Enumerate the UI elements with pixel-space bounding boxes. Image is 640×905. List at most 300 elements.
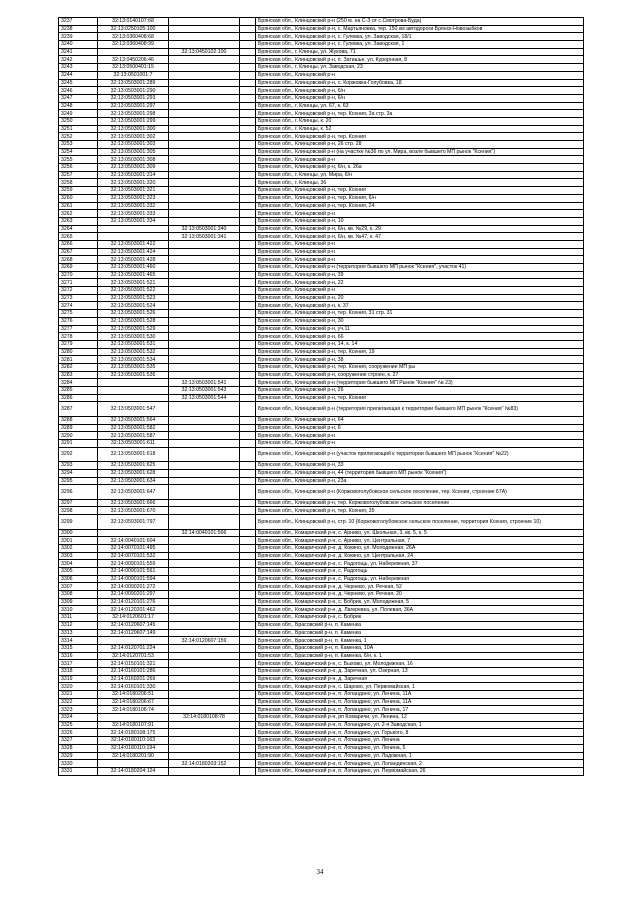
spacer-cell [240, 248, 256, 256]
cadastral-number-cell: 32:14:0120607:145 [98, 621, 169, 629]
address-cell: Брянская обл., Клинцовский р-н, 30 [256, 317, 584, 325]
row-number-cell: 3243 [59, 64, 98, 72]
cadastral-number-cell: 32:14:0160201:269 [98, 675, 169, 683]
table-row [59, 340, 584, 348]
table-row [59, 287, 584, 295]
row-number-cell: 3310 [59, 606, 98, 614]
table-row [59, 125, 584, 133]
row-number-cell: 3252 [59, 133, 98, 141]
spacer-cell [240, 125, 256, 133]
row-number-cell: 3268 [59, 256, 98, 264]
row-number-cell: 3250 [59, 117, 98, 125]
table-row [59, 248, 584, 256]
row-number-cell: 3308 [59, 591, 98, 599]
table-row [59, 729, 584, 737]
address-cell: Брянская обл., Комаричский р-н, п. Лопандино, ул. Ленина [256, 737, 584, 745]
row-number-cell: 3306 [59, 575, 98, 583]
address-cell: Брянская обл., Клинцовский р-н, сооружение строен. к. 27 [256, 371, 584, 379]
table-row [59, 637, 584, 645]
spacer-cell [240, 56, 256, 64]
row-number-cell: 3312 [59, 621, 98, 629]
spacer-cell [240, 416, 256, 424]
cadastral-number-alt-cell [169, 164, 240, 172]
spacer-cell [240, 721, 256, 729]
address-cell: Брянская обл., Комаричский р-н, рп Комаричи, ул. Ленина, 12 [256, 714, 584, 722]
spacer-cell [240, 141, 256, 149]
table-row [59, 660, 584, 668]
cadastral-number-cell [98, 529, 169, 537]
spacer-cell [240, 310, 256, 318]
spacer-cell [240, 591, 256, 599]
cadastral-number-cell: 32:13:0503001:309 [98, 164, 169, 172]
row-number-cell: 3299 [59, 515, 98, 530]
cadastral-number-cell: 32:14:0040101:604 [98, 537, 169, 545]
cadastral-number-alt-cell [169, 629, 240, 637]
row-number-cell: 3309 [59, 598, 98, 606]
cadastral-number-cell [98, 379, 169, 387]
table-row [59, 402, 584, 417]
table-row [59, 507, 584, 515]
cadastral-number-alt-cell [169, 302, 240, 310]
cadastral-number-cell: 32:13:0503001:323 [98, 194, 169, 202]
cadastral-number-cell: 32:13:0503001:524 [98, 302, 169, 310]
address-cell: Брянская обл., Клинцовский р-н [256, 287, 584, 295]
cadastral-number-alt-cell [169, 356, 240, 364]
registry-table [58, 17, 584, 776]
spacer-cell [240, 41, 256, 49]
cadastral-number-cell: 32:14:0090101:559 [98, 560, 169, 568]
cadastral-number-cell: 32:13:0503001:618 [98, 447, 169, 462]
table-row [59, 529, 584, 537]
spacer-cell [240, 560, 256, 568]
spacer-cell [240, 25, 256, 33]
cadastral-number-cell: 32:13:0503001:582 [98, 424, 169, 432]
address-cell: Брянская обл., Комаричский р-н, п. Лопандино, ул. Ленина, 11А [256, 691, 584, 699]
row-number-cell: 3248 [59, 102, 98, 110]
address-cell: Брянская обл., Клинцовский р-н, тер. Ксения, 3а стр. 3а [256, 110, 584, 118]
cadastral-number-alt-cell [169, 340, 240, 348]
cadastral-number-cell: 32:13:0503001:625 [98, 462, 169, 470]
cadastral-number-cell: 32:13:0503001:308 [98, 156, 169, 164]
spacer-cell [240, 683, 256, 691]
spacer-cell [240, 660, 256, 668]
spacer-cell [240, 179, 256, 187]
cadastral-number-alt-cell [169, 256, 240, 264]
cadastral-number-alt-cell [169, 87, 240, 95]
table-row [59, 706, 584, 714]
spacer-cell [240, 462, 256, 470]
address-cell: Брянская обл., Брасовский р-н, п. Каменка [256, 629, 584, 637]
cadastral-number-cell: 32:14:0120607:149 [98, 629, 169, 637]
cadastral-number-alt-cell [169, 752, 240, 760]
cadastral-number-alt-cell [169, 41, 240, 49]
cadastral-number-cell: 32:13:0360408:99 [98, 41, 169, 49]
table-row [59, 575, 584, 583]
cadastral-number-alt-cell [169, 64, 240, 72]
cadastral-number-cell: 32:13:0503001:290 [98, 87, 169, 95]
address-cell: Брянская обл., Клинцовский р-н, тер. Ксения, 35 [256, 507, 584, 515]
table-row [59, 264, 584, 272]
table-row [59, 171, 584, 179]
row-number-cell: 3286 [59, 394, 98, 402]
cadastral-number-alt-cell: 32:13:0503001:543 [169, 387, 240, 395]
cadastral-number-alt-cell [169, 721, 240, 729]
cadastral-number-cell: 32:13:0250105:100 [98, 25, 169, 33]
cadastral-number-cell: 32:13:0503001:460 [98, 264, 169, 272]
cadastral-number-cell: 32:13:0503001:531 [98, 340, 169, 348]
cadastral-number-alt-cell [169, 240, 240, 248]
table-row [59, 117, 584, 125]
cadastral-number-alt-cell [169, 515, 240, 530]
registry-table-sheet [58, 17, 584, 776]
address-cell: Брянская обл., Брасовский р-н, п. Каменка, 10А [256, 644, 584, 652]
cadastral-number-cell [98, 225, 169, 233]
cadastral-number-cell: 32:14:0120101:276 [98, 598, 169, 606]
cadastral-number-alt-cell [169, 552, 240, 560]
table-row [59, 71, 584, 79]
row-number-cell: 3261 [59, 202, 98, 210]
address-cell: Брянская обл., Клинцовский р-н, тер. Ксения, 31 стр. 31 [256, 310, 584, 318]
spacer-cell [240, 71, 256, 79]
cadastral-number-cell: 32:13:0503001:528 [98, 317, 169, 325]
row-number-cell: 3331 [59, 767, 98, 775]
spacer-cell [240, 752, 256, 760]
cadastral-number-alt-cell [169, 706, 240, 714]
spacer-cell [240, 48, 256, 56]
row-number-cell: 3264 [59, 225, 98, 233]
spacer-cell [240, 325, 256, 333]
row-number-cell: 3295 [59, 477, 98, 485]
table-row [59, 156, 584, 164]
table-row [59, 87, 584, 95]
row-number-cell: 3313 [59, 629, 98, 637]
table-row [59, 560, 584, 568]
cadastral-number-alt-cell [169, 767, 240, 775]
address-cell: Брянская обл., Клинцовский р-н [256, 156, 584, 164]
row-number-cell: 3327 [59, 737, 98, 745]
table-row [59, 752, 584, 760]
address-cell: Брянская обл., Комаричский р-н, д. Чернево, ул. Речная, 20 [256, 591, 584, 599]
cadastral-number-cell [98, 233, 169, 241]
address-cell: Брянская обл., Клинцовский р-н, тер. Ксения [256, 394, 584, 402]
cadastral-number-cell: 32:14:0180107:91 [98, 721, 169, 729]
spacer-cell [240, 225, 256, 233]
address-cell: Брянская обл., Клинцовский р-н, 6 [256, 424, 584, 432]
cadastral-number-alt-cell [169, 33, 240, 41]
cadastral-number-cell [98, 637, 169, 645]
row-number-cell: 3315 [59, 644, 98, 652]
table-row [59, 194, 584, 202]
cadastral-number-alt-cell [169, 729, 240, 737]
spacer-cell [240, 340, 256, 348]
spacer-cell [240, 767, 256, 775]
spacer-cell [240, 621, 256, 629]
table-row [59, 79, 584, 87]
spacer-cell [240, 202, 256, 210]
table-row [59, 537, 584, 545]
cadastral-number-cell: 32:13:0503001:534 [98, 356, 169, 364]
spacer-cell [240, 507, 256, 515]
cadastral-number-cell: 32:14:0180204:124 [98, 767, 169, 775]
address-cell: Брянская обл., Клинцовский р-н, стр. 10 (Коржовоголубовское сельское поселение, территория Ксения, строение 10) [256, 515, 584, 530]
cadastral-number-alt-cell [169, 102, 240, 110]
spacer-cell [240, 606, 256, 614]
spacer-cell [240, 698, 256, 706]
cadastral-number-alt-cell: 32:14:0040101:566 [169, 529, 240, 537]
table-row [59, 325, 584, 333]
row-number-cell: 3314 [59, 637, 98, 645]
cadastral-number-cell: 32:14:0180110:163 [98, 737, 169, 745]
table-row [59, 644, 584, 652]
address-cell: Брянская обл., Клинцовский р-н, 6/н, к. 26а [256, 164, 584, 172]
spacer-cell [240, 271, 256, 279]
table-row [59, 462, 584, 470]
row-number-cell: 3259 [59, 187, 98, 195]
spacer-cell [240, 629, 256, 637]
spacer-cell [240, 439, 256, 447]
spacer-cell [240, 18, 256, 26]
spacer-cell [240, 210, 256, 218]
cadastral-number-cell: 32:13:0450206:46 [98, 56, 169, 64]
cadastral-number-cell: 32:14:0160101:330 [98, 683, 169, 691]
table-row [59, 387, 584, 395]
cadastral-number-cell: 32:13:0503001:523 [98, 294, 169, 302]
address-cell: Брянская обл., Клинцовский р-н (территория бывшего МП рынок "Ксения", участок 41) [256, 264, 584, 272]
row-number-cell: 3302 [59, 544, 98, 552]
row-number-cell: 3238 [59, 25, 98, 33]
table-row [59, 110, 584, 118]
row-number-cell: 3284 [59, 379, 98, 387]
address-cell: Брянская обл., Комаричский р-н, с. Радогощь, ул. Набережная [256, 575, 584, 583]
spacer-cell [240, 79, 256, 87]
table-row [59, 439, 584, 447]
cadastral-number-alt-cell [169, 485, 240, 500]
cadastral-number-cell: 32:13:0503001:465 [98, 271, 169, 279]
row-number-cell: 3303 [59, 552, 98, 560]
table-row [59, 348, 584, 356]
address-cell: Брянская обл., Комаричский р-н, д. Заречная, ул. Озерная, 13 [256, 667, 584, 675]
cadastral-number-alt-cell [169, 179, 240, 187]
row-number-cell: 3278 [59, 333, 98, 341]
address-cell: Брянская обл., Клинцовский р-н [256, 439, 584, 447]
cadastral-number-alt-cell: 32:13:0503001:340 [169, 225, 240, 233]
row-number-cell: 3294 [59, 469, 98, 477]
cadastral-number-cell: 32:14:0090101:594 [98, 575, 169, 583]
address-cell: Брянская обл., Клинцовский р-н [256, 240, 584, 248]
row-number-cell: 3287 [59, 402, 98, 417]
table-row [59, 41, 584, 49]
table-row [59, 102, 584, 110]
spacer-cell [240, 706, 256, 714]
address-cell: Брянская обл., Брасовский р-н, п. Каменка [256, 621, 584, 629]
address-cell: Брянская обл., Клинцовский р-н (Коржовоголубовское сельское поселение, тер. Ксения, строение 67А) [256, 485, 584, 500]
address-cell: Брянская обл., Брасовский р-н, п. Каменка, 6/н, к. 1 [256, 652, 584, 660]
table-row [59, 256, 584, 264]
cadastral-number-cell [98, 714, 169, 722]
cadastral-number-alt-cell [169, 348, 240, 356]
cadastral-number-alt-cell [169, 194, 240, 202]
cadastral-number-cell: 32:14:0090101:561 [98, 568, 169, 576]
spacer-cell [240, 264, 256, 272]
cadastral-number-cell: 32:14:0120701:224 [98, 644, 169, 652]
row-number-cell: 3316 [59, 652, 98, 660]
spacer-cell [240, 675, 256, 683]
spacer-cell [240, 729, 256, 737]
table-row [59, 683, 584, 691]
table-row [59, 568, 584, 576]
table-row [59, 56, 584, 64]
row-number-cell: 3265 [59, 233, 98, 241]
table-row [59, 652, 584, 660]
table-row [59, 363, 584, 371]
row-number-cell: 3275 [59, 310, 98, 318]
spacer-cell [240, 614, 256, 622]
row-number-cell: 3321 [59, 691, 98, 699]
cadastral-number-cell: 32:13:0503001:293 [98, 94, 169, 102]
cadastral-number-cell: 32:14:0120701:53 [98, 652, 169, 660]
cadastral-number-cell: 32:13:0503001:797 [98, 515, 169, 530]
row-number-cell: 3251 [59, 125, 98, 133]
row-number-cell: 3241 [59, 48, 98, 56]
row-number-cell: 3297 [59, 499, 98, 507]
address-cell: Брянская обл., Комаричский р-н, д. Кокино, ул. Центральная, 24 [256, 552, 584, 560]
table-row [59, 583, 584, 591]
spacer-cell [240, 583, 256, 591]
cadastral-number-alt-cell [169, 424, 240, 432]
cadastral-number-alt-cell [169, 499, 240, 507]
cadastral-number-cell: 32:14:0180201:90 [98, 752, 169, 760]
cadastral-number-cell: 32:13:0503001:424 [98, 248, 169, 256]
cadastral-number-cell: 32:13:0503001:536 [98, 371, 169, 379]
cadastral-number-alt-cell [169, 363, 240, 371]
cadastral-number-alt-cell [169, 560, 240, 568]
address-cell: Брянская обл., Клинцовский р-н, 23а [256, 477, 584, 485]
address-cell: Брянская обл., г. Клинцы, ул. Заводская, 23 [256, 64, 584, 72]
cadastral-number-alt-cell [169, 644, 240, 652]
row-number-cell: 3298 [59, 507, 98, 515]
spacer-cell [240, 432, 256, 440]
address-cell: Брянская обл., Клинцовский р-н (на участке №36 по ул. Мира, возле бывшего МП рынок "Ксения") [256, 148, 584, 156]
cadastral-number-alt-cell: 32:13:0503001:544 [169, 394, 240, 402]
row-number-cell: 3296 [59, 485, 98, 500]
spacer-cell [240, 714, 256, 722]
row-number-cell: 3288 [59, 416, 98, 424]
spacer-cell [240, 256, 256, 264]
cadastral-number-alt-cell [169, 683, 240, 691]
cadastral-number-alt-cell [169, 462, 240, 470]
cadastral-number-alt-cell: 32:13:0450102:100 [169, 48, 240, 56]
address-cell: Брянская обл., Клинцовский р-н, 33 [256, 462, 584, 470]
address-cell: Брянская обл., Клинцовский р-н, тер. Ксения, 19 [256, 348, 584, 356]
cadastral-number-alt-cell [169, 325, 240, 333]
spacer-cell [240, 598, 256, 606]
table-row [59, 48, 584, 56]
address-cell: Брянская обл., Клинцовский р-н, 10 [256, 217, 584, 225]
table-row [59, 744, 584, 752]
row-number-cell: 3291 [59, 439, 98, 447]
address-cell: Брянская обл., Комаричский р-н, с. Бобрик, ул. Молодежная, 5 [256, 598, 584, 606]
row-number-cell: 3322 [59, 698, 98, 706]
spacer-cell [240, 102, 256, 110]
row-number-cell: 3272 [59, 287, 98, 295]
table-row [59, 667, 584, 675]
table-row [59, 469, 584, 477]
address-cell: Брянская обл., Клинцовский р-н, тер. Ксения, 6/н [256, 194, 584, 202]
row-number-cell: 3292 [59, 447, 98, 462]
cadastral-number-cell [98, 394, 169, 402]
table-row [59, 424, 584, 432]
spacer-cell [240, 552, 256, 560]
spacer-cell [240, 691, 256, 699]
spacer-cell [240, 469, 256, 477]
address-cell: Брянская обл., Клинцовский р-н (250 м. на С-З от с.Смотрова-Буда) [256, 18, 584, 26]
cadastral-number-cell: 32:13:0503001:321 [98, 187, 169, 195]
address-cell: Брянская обл., Комаричский р-н, с. Арнико, ул. Центральная, 7 [256, 537, 584, 545]
table-row [59, 432, 584, 440]
address-cell: Брянская обл., Клинцовский р-н, 64 [256, 416, 584, 424]
cadastral-number-cell: 32:13:0503001:526 [98, 310, 169, 318]
row-number-cell: 3273 [59, 294, 98, 302]
table-row [59, 714, 584, 722]
table-row [59, 485, 584, 500]
registry-table-body [59, 18, 584, 776]
row-number-cell: 3266 [59, 240, 98, 248]
cadastral-number-cell: 32:13:0503001:647 [98, 485, 169, 500]
spacer-cell [240, 110, 256, 118]
table-row [59, 94, 584, 102]
cadastral-number-alt-cell [169, 652, 240, 660]
table-row [59, 767, 584, 775]
address-cell: Брянская обл., Комаричский р-н, п. Лопандино, ул. 2-я Заводская, 1 [256, 721, 584, 729]
table-row [59, 629, 584, 637]
address-cell: Брянская обл., Комаричский р-н, с. Арнико, ул. Школьная, 3, кв. 5, к. 5 [256, 529, 584, 537]
table-row [59, 148, 584, 156]
table-row [59, 271, 584, 279]
cadastral-number-alt-cell [169, 25, 240, 33]
table-row [59, 179, 584, 187]
cadastral-number-alt-cell [169, 698, 240, 706]
cadastral-number-cell: 32:14:0090201:297 [98, 591, 169, 599]
spacer-cell [240, 499, 256, 507]
cadastral-number-cell [98, 48, 169, 56]
spacer-cell [240, 387, 256, 395]
spacer-cell [240, 402, 256, 417]
cadastral-number-alt-cell [169, 477, 240, 485]
row-number-cell: 3240 [59, 41, 98, 49]
row-number-cell: 3262 [59, 210, 98, 218]
table-row [59, 141, 584, 149]
cadastral-number-cell: 32:13:0503001:303 [98, 141, 169, 149]
cadastral-number-cell: 32:13:0503001:334 [98, 217, 169, 225]
spacer-cell [240, 233, 256, 241]
cadastral-number-cell: 32:13:0503001:628 [98, 469, 169, 477]
cadastral-number-alt-cell [169, 148, 240, 156]
row-number-cell: 3325 [59, 721, 98, 729]
spacer-cell [240, 356, 256, 364]
cadastral-number-alt-cell [169, 210, 240, 218]
table-row [59, 394, 584, 402]
cadastral-number-cell: 32:13:0503001:297 [98, 102, 169, 110]
address-cell: Брянская обл., Клинцовский р-н [256, 210, 584, 218]
address-cell: Брянская обл., Комаричский р-н, п. Лопандино, ул. Лопандинская, 2 [256, 760, 584, 768]
table-row [59, 691, 584, 699]
address-cell: Брянская обл., Клинцовский р-н, тер. Ксения, сооружение МП ры [256, 363, 584, 371]
cadastral-number-cell: 32:14:0150101:321 [98, 660, 169, 668]
spacer-cell [240, 379, 256, 387]
address-cell: Брянская обл., Клинцовский р-н, тер. Коржовоголубовское сельское поселение [256, 499, 584, 507]
cadastral-number-alt-cell [169, 439, 240, 447]
spacer-cell [240, 217, 256, 225]
